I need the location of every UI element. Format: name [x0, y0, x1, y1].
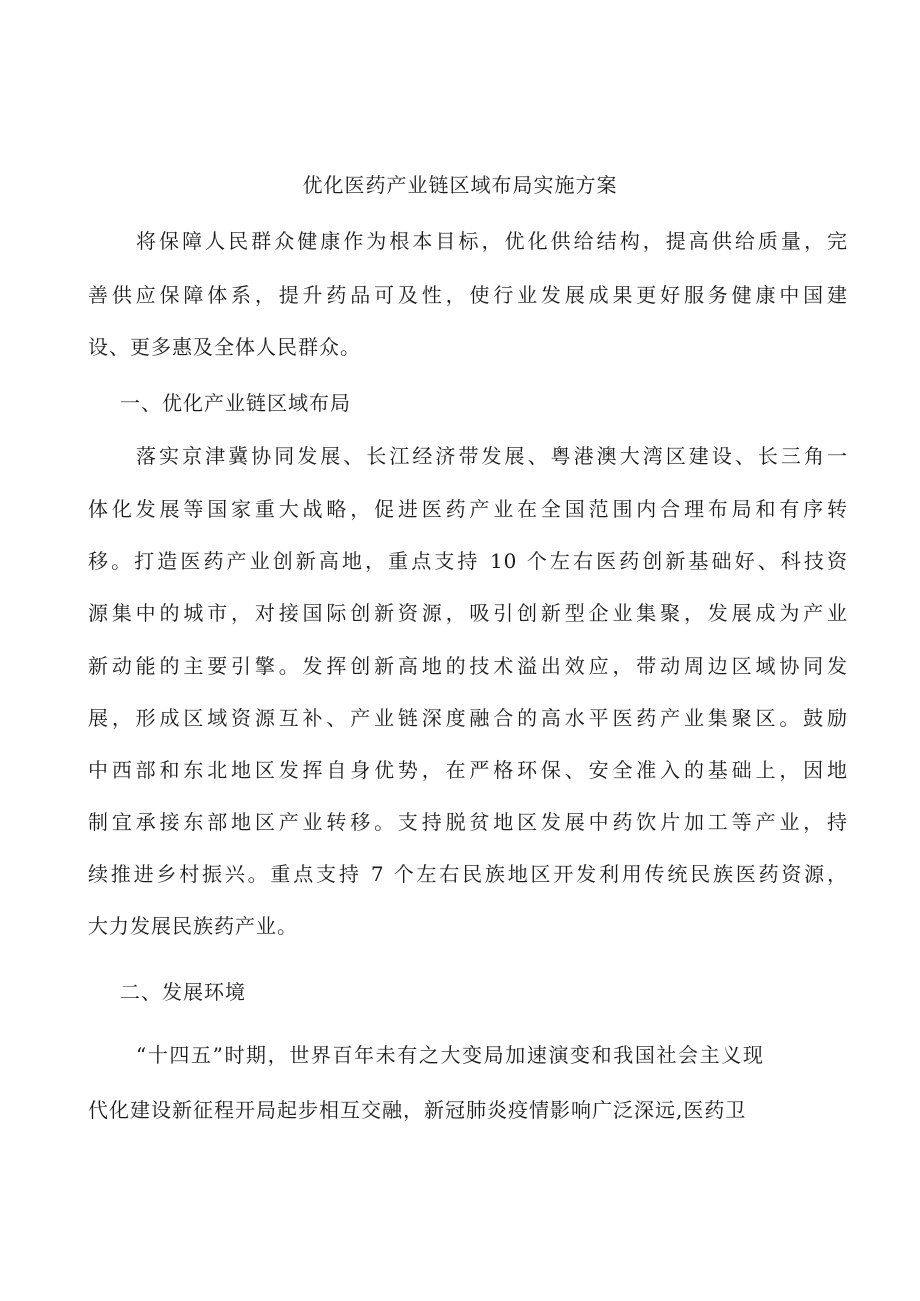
- section2-line: 代化建设新征程开局起步相互交融，新冠肺炎疫情影响广泛深远,医药卫: [88, 1098, 747, 1122]
- document-title: 优化医药产业链区域布局实施方案: [302, 173, 618, 197]
- section1-line: 展，形成区域资源互补、产业链深度融合的高水平医药产业集聚区。鼓励: [88, 706, 848, 730]
- section1-line: 新动能的主要引擎。发挥创新高地的技术溢出效应，带动周边区域协同发: [88, 654, 848, 678]
- intro-line: 设、更多惠及全体人民群众。: [88, 335, 361, 359]
- section1-line: 体化发展等国家重大战略，促进医药产业在全国范围内合理布局和有序转: [88, 497, 848, 521]
- section1-line: 移。打造医药产业创新高地，重点支持 10 个左右医药创新基础好、科技资: [88, 549, 848, 573]
- section1-line: 源集中的城市，对接国际创新资源，吸引创新型企业集聚，发展成为产业: [88, 601, 848, 625]
- section1-line: 续推进乡村振兴。重点支持 7 个左右民族地区开发利用传统民族医药资源，: [88, 862, 848, 886]
- section1-line: 中西部和东北地区发挥自身优势，在严格环保、安全准入的基础上，因地: [88, 758, 848, 782]
- section-heading-1: 一、优化产业链区域布局: [120, 391, 351, 415]
- intro-line: 善供应保障体系，提升药品可及性，使行业发展成果更好服务健康中国建: [88, 283, 848, 307]
- intro-line: 将保障人民群众健康作为根本目标，优化供给结构，提高供给质量，完: [136, 229, 848, 253]
- section1-line: 落实京津冀协同发展、长江经济带发展、粤港澳大湾区建设、长三角一: [136, 444, 848, 468]
- section-heading-2: 二、发展环境: [120, 980, 246, 1004]
- section1-line: 制宜承接东部地区产业转移。支持脱贫地区发展中药饮片加工等产业，持: [88, 810, 848, 834]
- section1-line: 大力发展民族药产业。: [88, 914, 298, 938]
- section2-line: “十四五”时期，世界百年未有之大变局加速演变和我国社会主义现: [136, 1043, 765, 1067]
